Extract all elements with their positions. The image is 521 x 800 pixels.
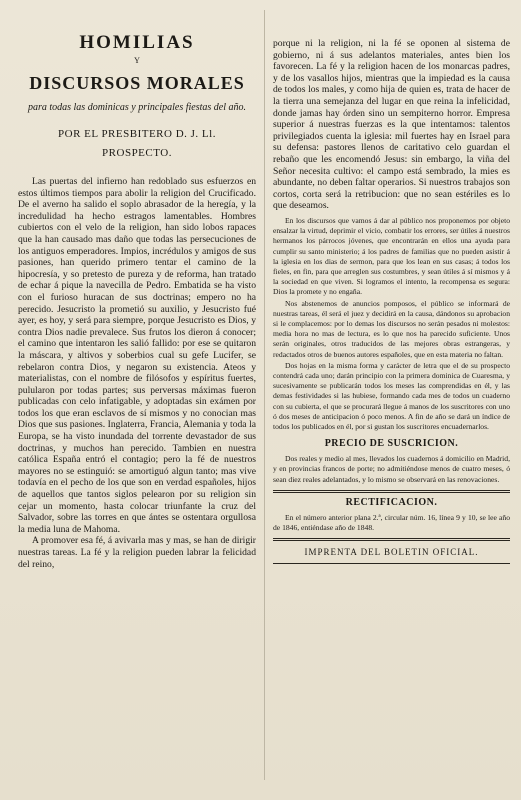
author-line: POR EL PRESBITERO D. J. Ll. xyxy=(58,128,216,140)
left-column xyxy=(18,0,256,800)
column-divider xyxy=(264,10,265,780)
paragraph: Las puertas del infierno han redoblado sus esfuerzos en estos últimos tiempos para abolir la religion del Crucificado. De el averno ha salido el soplo abrasador de la heregía, y la incredulidad ha hecho estragos lamentables. Hombres cubiertos con el velo de la religion, han sido lobos rapaces que la han causado mas daño que todas las persecuciones de los antiguos emperadores. Impios, incrédulos y amigos de sus pasiones, han querido primero tentar el camino de la hipocresía, y so pretesto de pureza y de reforma, han tratado de echar á pique la navecilla de Pedro. Embatida se ha visto con el furioso huracan de sus doctrinas; empero no ha perecido. Jesucristo la prometió su auxilio, y Jesucristo fué ayer, es hoy, y será para siempre, porque Jesucristo es Dios, y contra Dios nadie prevalece. Sus frutos los dieron á conocer; el camino que intentaron les salió fallido: por ese se quitaron la máscara, y altivos y soberbios cual su gefe Lucifer, se rebelaron contra Dios, y negaron su existencia. Ateos y materialistas, con el nombre de filósofos y espíritus fuertes, pulularon por todas partes; sus perversas máximas fueron publicadas con celo infatigable, y adoptadas sin exámen por todos los que eran esclavos de sí mismos y no conocian mas Dios que sus pasiones. Inglaterra, Francia, Alemania y toda la Europa, se ha visto inundada del torrente devastador de sus doctrinas, y muchos han perecido. Tambien en nuestra católica España entró el contagio; pero la fé de nuestros mayores no se estinguió: se amortiguó algun tanto; mas vive todavía en el pecho de los que son en verdad españoles, hijos de aquellos que tantos siglos pelearon por su religion sin cejar un momento, hasta colocar triunfante la cruz del Salvador, sobre las torres en que ántes se ostentara orgullosa la media luna de Mahoma. xyxy=(18,176,256,535)
section-rule xyxy=(273,490,510,493)
prospectus-heading: PROSPECTO. xyxy=(102,147,172,159)
paragraph: En los discursos que vamos á dar al público nos proponemos por objeto ensalzar la virtud, deprimir el vicio, combatir los errores, ser útiles á nuestros hermanos los párrocos jóvenes, que encontrarán en ellos una ayuda para cumplir su santo ministerio; á los padres de familias que no pueden asistir á la iglesia en los dias de sermon, para que los lean en sus casas; á todos los fieles, en fin, para que arreglen sus costumbres, y sean útiles á sí mismos y á la sociedad en que viven. Si logramos el intento, la recompensa es segura: Dios la promete y no engaña. xyxy=(273,215,510,297)
correction-heading: RECTIFICACION. xyxy=(345,496,438,508)
bottom-rule xyxy=(273,563,510,564)
paragraph: porque ni la religion, ni la fé se oponen al sistema de gobierno, ni á sus adelantos materiales, antes bien los favorecen. La fé y la religion hacen de los monarcas padres, y de los vasallos hijos, mientras que la impiedad es la causa de todos los males, y como hija de quien es, trata de hacer de la tierra una semejanza del lugar en que reina la infelicidad, donde jamas hay órden sino un sempiterno horror. Empresa superior á nuestras fuerzas es la que intentamos: talentos privilegiados cuenta la iglesia: mil fuertes hay en Israel para su defensa: pastores llenos de caritativo celo guardan el rebaño que les encomendó Jesus: sin embargo, la viña del Señor necesita cultivo: el campo está sembrado, la mies es abundante, no deben faltar operarios. Si nuestros trabajos son cortos, corta será la retribucion: que no sean estériles es lo que deseamos. xyxy=(273,38,510,212)
title-homilias: HOMILIAS xyxy=(79,32,195,53)
right-column xyxy=(273,0,510,800)
correction-section xyxy=(273,513,510,533)
title-conjunction: Y xyxy=(134,56,140,65)
prospectus-body-right xyxy=(273,38,510,212)
paragraph: Dos hojas en la misma forma y carácter de letra que el de su prospecto contendrá cada uno; darán principio con la primera dominica de Cuaresma, y sucesivamente se publicarán todos los meses las comprendidas en él, y las demas festividades si las hubiese, formando cada mes de todos un cuaderno con su cubierta, el que se procurará llegue á manos de los suscritores con uno ó dos meses de anticipacion ó poco menos. A fin de año se dará un índice de todos los publicados en él, por si gustan los suscritores encuadernarlos. xyxy=(273,360,510,431)
subtitle: para todas las dominicas y principales fiestas del año. xyxy=(27,102,247,113)
correction-text: En el número anterior plana 2.ª, circular núm. 16, línea 9 y 10, se lee año de 1846, entiéndase año de 1848. xyxy=(273,512,510,532)
title-discursos-morales: DISCURSOS MORALES xyxy=(29,73,245,93)
prospectus-body-left xyxy=(18,176,256,570)
price-heading: PRECIO DE SUSCRICION. xyxy=(324,438,459,450)
price-section xyxy=(273,454,510,485)
price-text: Dos reales y medio al mes, llevados los cuadernos á domicilio en Madrid, y en provincias francos de porte; no admitiéndose menos de cuatro meses, ó sean diez reales adelantados, y lo mismo se observará en las renovaciones. xyxy=(273,454,510,484)
section-rule xyxy=(273,538,510,541)
paragraph: Nos abstenemos de anuncios pomposos, el público se informará de nuestras tareas, él será el juez y decidirá en la causa, dándonos su aprobacion si le complacemos: por lo demas los discursos no serán pesados ni molestos: media hora no mas de lectura, es lo que nos ha parecido suficiente. Unos serán originales, otros traducidos de las mejores obras estrangeras, y redactados otros de buenos autores españoles, que en esta materia no faltan. xyxy=(273,298,510,359)
printer-imprint: IMPRENTA DEL BOLETIN OFICIAL. xyxy=(304,547,479,558)
details-small-print xyxy=(273,216,510,432)
paragraph: A promover esa fé, á avivarla mas y mas, se han de dirigir nuestras tareas. La fé y la religion pueden labrar la felicidad del reino, xyxy=(18,535,256,570)
